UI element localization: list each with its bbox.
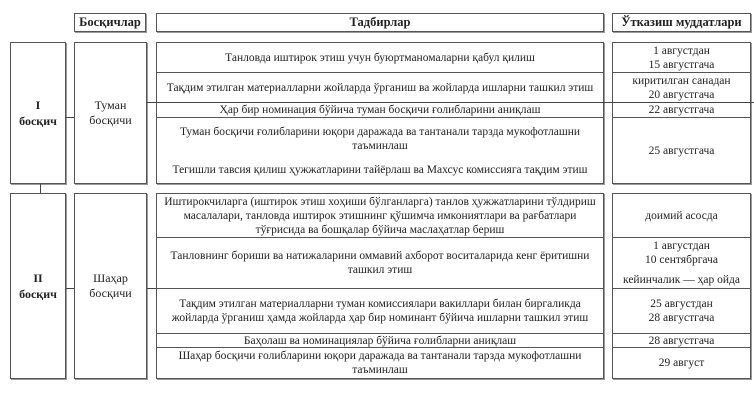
deadline-cell [613, 334, 750, 348]
deadline-cell [613, 43, 750, 73]
event-text: Тегишли тавсия қилиш ҳужжатларини тайёрлаш ва Махсус комиссияга тақдим этиш [172, 163, 588, 176]
header-deadlines: Ўтказиш муддатлари [612, 13, 751, 32]
header-stages: Босқичлар [74, 13, 146, 32]
deadline-text: 1 августдан [653, 240, 710, 252]
connector-line [147, 102, 754, 103]
deadline-text: 15 августгача [648, 58, 715, 71]
deadline-text: 28 августгача [648, 334, 715, 347]
stage-2-level [74, 193, 147, 379]
deadline-cell [613, 103, 750, 118]
deadline-text: 28 августгача [648, 312, 715, 324]
stage-1-box [10, 42, 66, 184]
event-row: Танловнинг бориши ва натижаларини оммавий ахборот воситаларида кенг ёритишни ташкил этиш [157, 238, 603, 289]
event-row: Баҳолаш ва номинациялар бўйича ғолибларни аниқлаш [157, 334, 603, 348]
deadline-text: кейинчалик — ҳар ойда [623, 274, 740, 286]
event-row: Танловда иштирок этиш учун буюртманомаларни қабул қилиш [157, 43, 603, 73]
event-row [157, 118, 603, 183]
deadline-text: 1 августдан [653, 44, 710, 57]
stage-2-box [10, 193, 66, 379]
event-row: Ҳар бир номинация бўйича туман босқичи ғолибларини аниқлаш [157, 103, 603, 118]
deadline-cell [613, 348, 750, 378]
deadline-text: 29 август [658, 357, 705, 369]
stage-2-number: II [33, 271, 43, 285]
connector-line [147, 288, 156, 289]
deadline-text: 20 августгача [648, 88, 715, 101]
deadline-text: 22 августгача [648, 104, 715, 116]
deadline-cell [613, 238, 750, 289]
deadline-text: доимий асосда [645, 209, 718, 222]
stage-1-level [74, 42, 147, 184]
stage-1-deadlines [612, 42, 751, 184]
deadline-text: 25 августгача [648, 144, 715, 157]
event-row: Тақдим этилган материалларни жойларда ўрганиш ва жойларда ишларни ташкил этиш [157, 73, 603, 103]
stage-2-deadlines [612, 193, 751, 379]
connector-line [66, 288, 74, 289]
event-row: Шаҳар босқичи ғолибларини юқори даражада ва тантанали тарзда мукофотлашни таъминлаш [178, 350, 582, 376]
deadline-cell [613, 73, 750, 103]
stage-1-label: босқич [19, 114, 57, 128]
deadline-text: 25 августдан [650, 298, 713, 310]
stage-1-number: I [35, 98, 41, 112]
deadline-cell [613, 194, 750, 238]
event-text: Туман босқичи ғолибларини юқори даражада ва тантанали тарзда мукофотлашни таъминлаш [179, 125, 580, 152]
stage-2-level-text: Шаҳар босқичи [89, 271, 132, 300]
header-events: Тадбирлар [156, 13, 604, 32]
stage-2-events [156, 193, 604, 379]
deadline-cell [613, 289, 750, 334]
stage-1-events [156, 42, 604, 184]
stage-2-label: босқич [19, 287, 57, 301]
connector-line [66, 117, 74, 118]
event-row: Иштирокчиларга (иштирок этиш хоҳиши бўлганларга) танлов ҳужжатларини тўлдириш масалалари, танловда иштирок этишнинг қўшимча имкониятлари ва рағбатлари тўғрисида ва бошқалар бўйича маслаҳатлар бериш [157, 194, 603, 238]
connector-line [40, 184, 41, 193]
deadline-text: киритилган санадан [632, 74, 731, 87]
stage-1-level-text: Туман босқичи [89, 98, 132, 127]
deadline-cell [613, 118, 750, 183]
event-row: Тақдим этилган материалларни туман комиссиялари вакиллари билан биргаликда жойларда ўрганиш ҳамда жойларда ҳар бир номинант бўйича ишларни ташкил этиш [157, 289, 603, 334]
deadline-text: 10 сентябргача [645, 254, 718, 266]
